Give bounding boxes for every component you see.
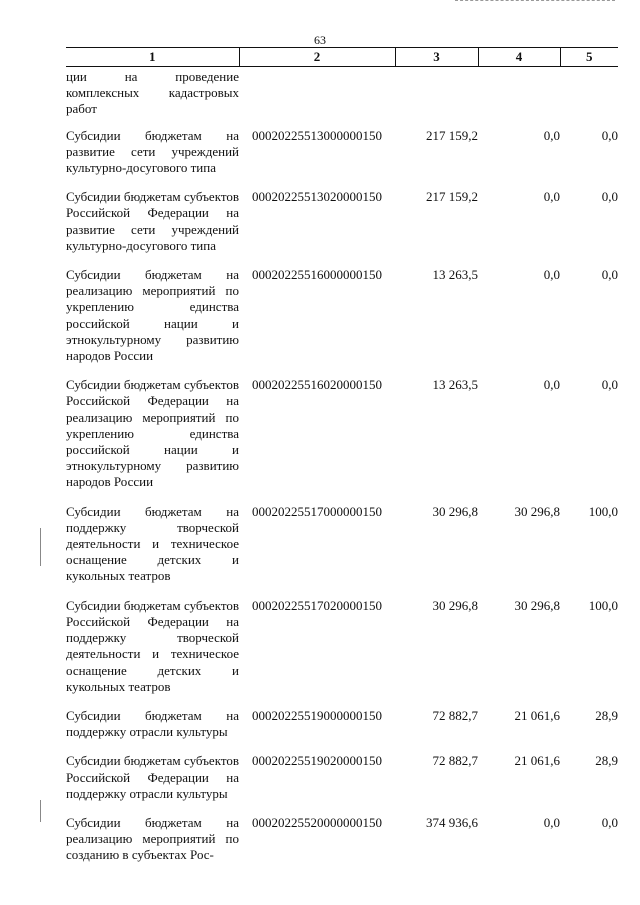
row-name-text: Субсидии бюджетам на реализацию мероприятий по созданию в субъектах Рос- bbox=[66, 814, 239, 863]
scan-artifact bbox=[455, 0, 615, 3]
row-name bbox=[66, 377, 239, 503]
row-code: 00020225513020000150 bbox=[252, 189, 382, 205]
table-row bbox=[66, 753, 618, 815]
column-header-1: 1 bbox=[66, 48, 239, 67]
row-name-text: ции на проведение комплексных кадастровых работ bbox=[66, 69, 239, 117]
row-name bbox=[66, 598, 239, 708]
row-name bbox=[66, 67, 239, 128]
row-plan: 217 159,2 bbox=[426, 189, 478, 205]
row-actual: 0,0 bbox=[543, 377, 560, 393]
row-plan: 30 296,8 bbox=[432, 597, 478, 613]
row-plan: 72 882,7 bbox=[432, 753, 478, 769]
row-actual: 30 296,8 bbox=[514, 503, 560, 519]
row-code: 00020225517020000150 bbox=[252, 597, 382, 613]
row-plan: 217 159,2 bbox=[426, 127, 478, 143]
row-plan: 374 936,6 bbox=[426, 814, 478, 830]
row-plan: 13 263,5 bbox=[432, 267, 478, 283]
row-name-text: Субсидии бюджетам на развитие сети учреждений культурно-досугового типа bbox=[66, 127, 239, 176]
row-name bbox=[66, 753, 239, 815]
row-code: 00020225520000000150 bbox=[252, 814, 382, 830]
row-name bbox=[66, 128, 239, 190]
row-actual: 0,0 bbox=[543, 814, 560, 830]
row-actual: 21 061,6 bbox=[514, 753, 560, 769]
row-name-text: Субсидии бюджетам субъектов Российской Федерации на реализацию мероприятий по укреплению единства российской нации и этнокультурному развитию народов России bbox=[66, 377, 239, 490]
row-code: 00020225516020000150 bbox=[252, 377, 382, 393]
row-percent: 100,0 bbox=[588, 597, 618, 613]
table-row bbox=[66, 504, 618, 598]
row-name-text: Субсидии бюджетам на реализацию мероприятий по укреплению единства российской нации и этнокультурному развитию народов России bbox=[66, 267, 239, 364]
row-percent: 0,0 bbox=[601, 814, 618, 830]
table-row bbox=[66, 377, 618, 503]
row-code: 00020225517000000150 bbox=[252, 503, 382, 519]
table-row bbox=[66, 189, 618, 267]
row-code: 00020225516000000150 bbox=[252, 267, 382, 283]
table-header-row bbox=[66, 48, 618, 67]
row-name bbox=[66, 815, 239, 877]
budget-table bbox=[66, 47, 618, 877]
column-header-2: 2 bbox=[239, 48, 395, 67]
page-number: 63 bbox=[314, 33, 326, 47]
table-row bbox=[66, 598, 618, 708]
table-row bbox=[66, 67, 618, 128]
column-header-4: 4 bbox=[478, 48, 560, 67]
margin-mark bbox=[40, 528, 41, 566]
row-actual: 0,0 bbox=[543, 267, 560, 283]
row-actual: 21 061,6 bbox=[514, 707, 560, 723]
row-name bbox=[66, 708, 239, 753]
row-plan: 13 263,5 bbox=[432, 377, 478, 393]
row-percent: 0,0 bbox=[601, 267, 618, 283]
row-name-text: Субсидии бюджетам на поддержку отрасли культуры bbox=[66, 707, 239, 740]
row-percent: 100,0 bbox=[588, 503, 618, 519]
row-actual: 0,0 bbox=[543, 127, 560, 143]
row-name bbox=[66, 504, 239, 598]
table-row bbox=[66, 815, 618, 877]
row-percent: 28,9 bbox=[595, 753, 618, 769]
row-name-text: Субсидии бюджетам субъектов Российской Федерации на развитие сети учреждений культурно-досугового типа bbox=[66, 189, 239, 253]
row-code: 00020225519020000150 bbox=[252, 753, 382, 769]
row-plan bbox=[395, 67, 478, 128]
row-name bbox=[66, 267, 239, 377]
table-row bbox=[66, 267, 618, 377]
row-name-text: Субсидии бюджетам на поддержку творческой деятельности и техническое оснащение детских и кукольных театров bbox=[66, 503, 239, 584]
row-percent: 28,9 bbox=[595, 707, 618, 723]
row-code: 00020225513000000150 bbox=[252, 127, 382, 143]
row-name-text: Субсидии бюджетам субъектов Российской Федерации на поддержку творческой деятельности и техническое оснащение детских и кукольных театров bbox=[66, 597, 239, 694]
column-header-5: 5 bbox=[560, 48, 618, 67]
margin-mark bbox=[40, 800, 41, 822]
row-name bbox=[66, 189, 239, 267]
row-actual bbox=[478, 67, 560, 128]
row-percent: 0,0 bbox=[601, 377, 618, 393]
row-plan: 72 882,7 bbox=[432, 707, 478, 723]
row-percent: 0,0 bbox=[601, 127, 618, 143]
row-name-text: Субсидии бюджетам субъектов Российской Федерации на поддержку отрасли культуры bbox=[66, 753, 239, 801]
row-actual: 30 296,8 bbox=[514, 597, 560, 613]
column-header-3: 3 bbox=[395, 48, 478, 67]
row-plan: 30 296,8 bbox=[432, 503, 478, 519]
row-code: 00020225519000000150 bbox=[252, 707, 382, 723]
table-row bbox=[66, 708, 618, 753]
table-row bbox=[66, 128, 618, 190]
row-percent bbox=[560, 67, 618, 128]
row-code bbox=[239, 67, 395, 128]
row-percent: 0,0 bbox=[601, 189, 618, 205]
row-actual: 0,0 bbox=[543, 189, 560, 205]
